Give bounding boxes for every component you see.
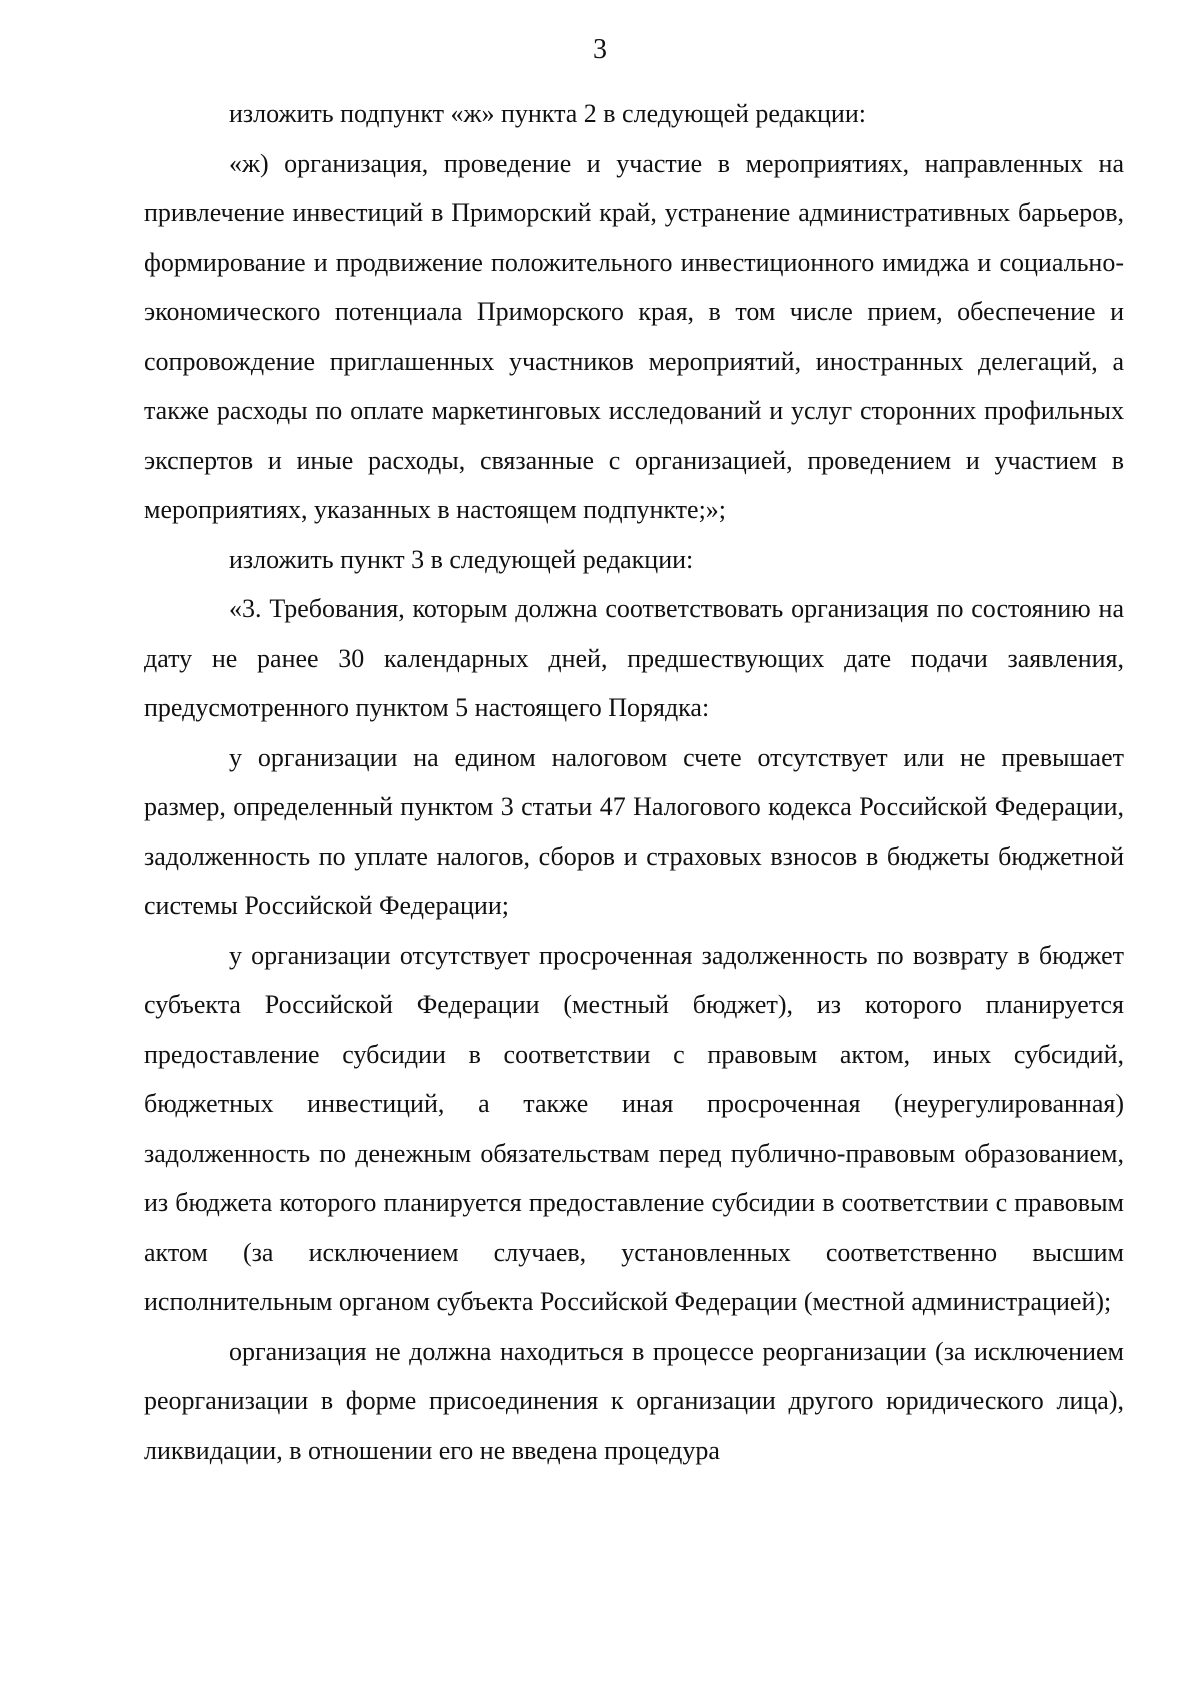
- paragraph-reorganization: организация не должна находиться в процессе реорганизации (за исключением реорганизации в форме присоединения к организации другого юридического лица), ликвидации, в отношении его не введена процедура: [144, 1336, 1124, 1465]
- paragraph-overdue-debt: у организации отсутствует просроченная задолженность по возврату в бюджет субъекта Российской Федерации (местный бюджет), из которого планируется предоставление субсидии в соответствии с правовым актом, иных субсидий, бюджетных инвестиций, а также иная просроченная (неурегулированная) задолженность по денежным обязательствам перед публично-правовым образованием, из бюджета которого планируется предоставление субсидии в соответствии с правовым актом (за исключением случаев, установленных соответственно высшим исполнительным органом субъекта Российской Федерации (местной администрацией);: [144, 940, 1124, 1316]
- paragraph-item-3-instruction: изложить пункт 3 в следующей редакции:: [229, 544, 694, 574]
- document-body: [144, 89, 1124, 1475]
- page-number: 3: [593, 34, 607, 65]
- paragraph-subitem-zh-instruction: изложить подпункт «ж» пункта 2 в следующей редакции:: [229, 99, 866, 128]
- paragraph-subitem-zh-text: «ж) организация, проведение и участие в мероприятиях, направленных на привлечение инвестиций в Приморский край, устранение административных барьеров, формирование и продвижение положительного инвестиционного имиджа и социально-экономического потенциала Приморского края, в том числе прием, обеспечение и сопровождение приглашенных участников мероприятий, иностранных делегаций, а также расходы по оплате маркетинговых исследований и услуг сторонних профильных экспертов и иные расходы, связанные с организацией, проведением и участием в мероприятиях, указанных в настоящем подпункте;»;: [144, 148, 1124, 524]
- paragraph-item-3-requirements: «3. Требования, которым должна соответствовать организация по состоянию на дату не ранее 30 календарных дней, предшествующих дате подачи заявления, предусмотренного пунктом 5 настоящего Порядка:: [144, 594, 1124, 722]
- paragraph-tax-debt: у организации на едином налоговом счете отсутствует или не превышает размер, определенный пунктом 3 статьи 47 Налогового кодекса Российской Федерации, задолженность по уплате налогов, сборов и страховых взносов в бюджеты бюджетной системы Российской Федерации;: [144, 742, 1124, 920]
